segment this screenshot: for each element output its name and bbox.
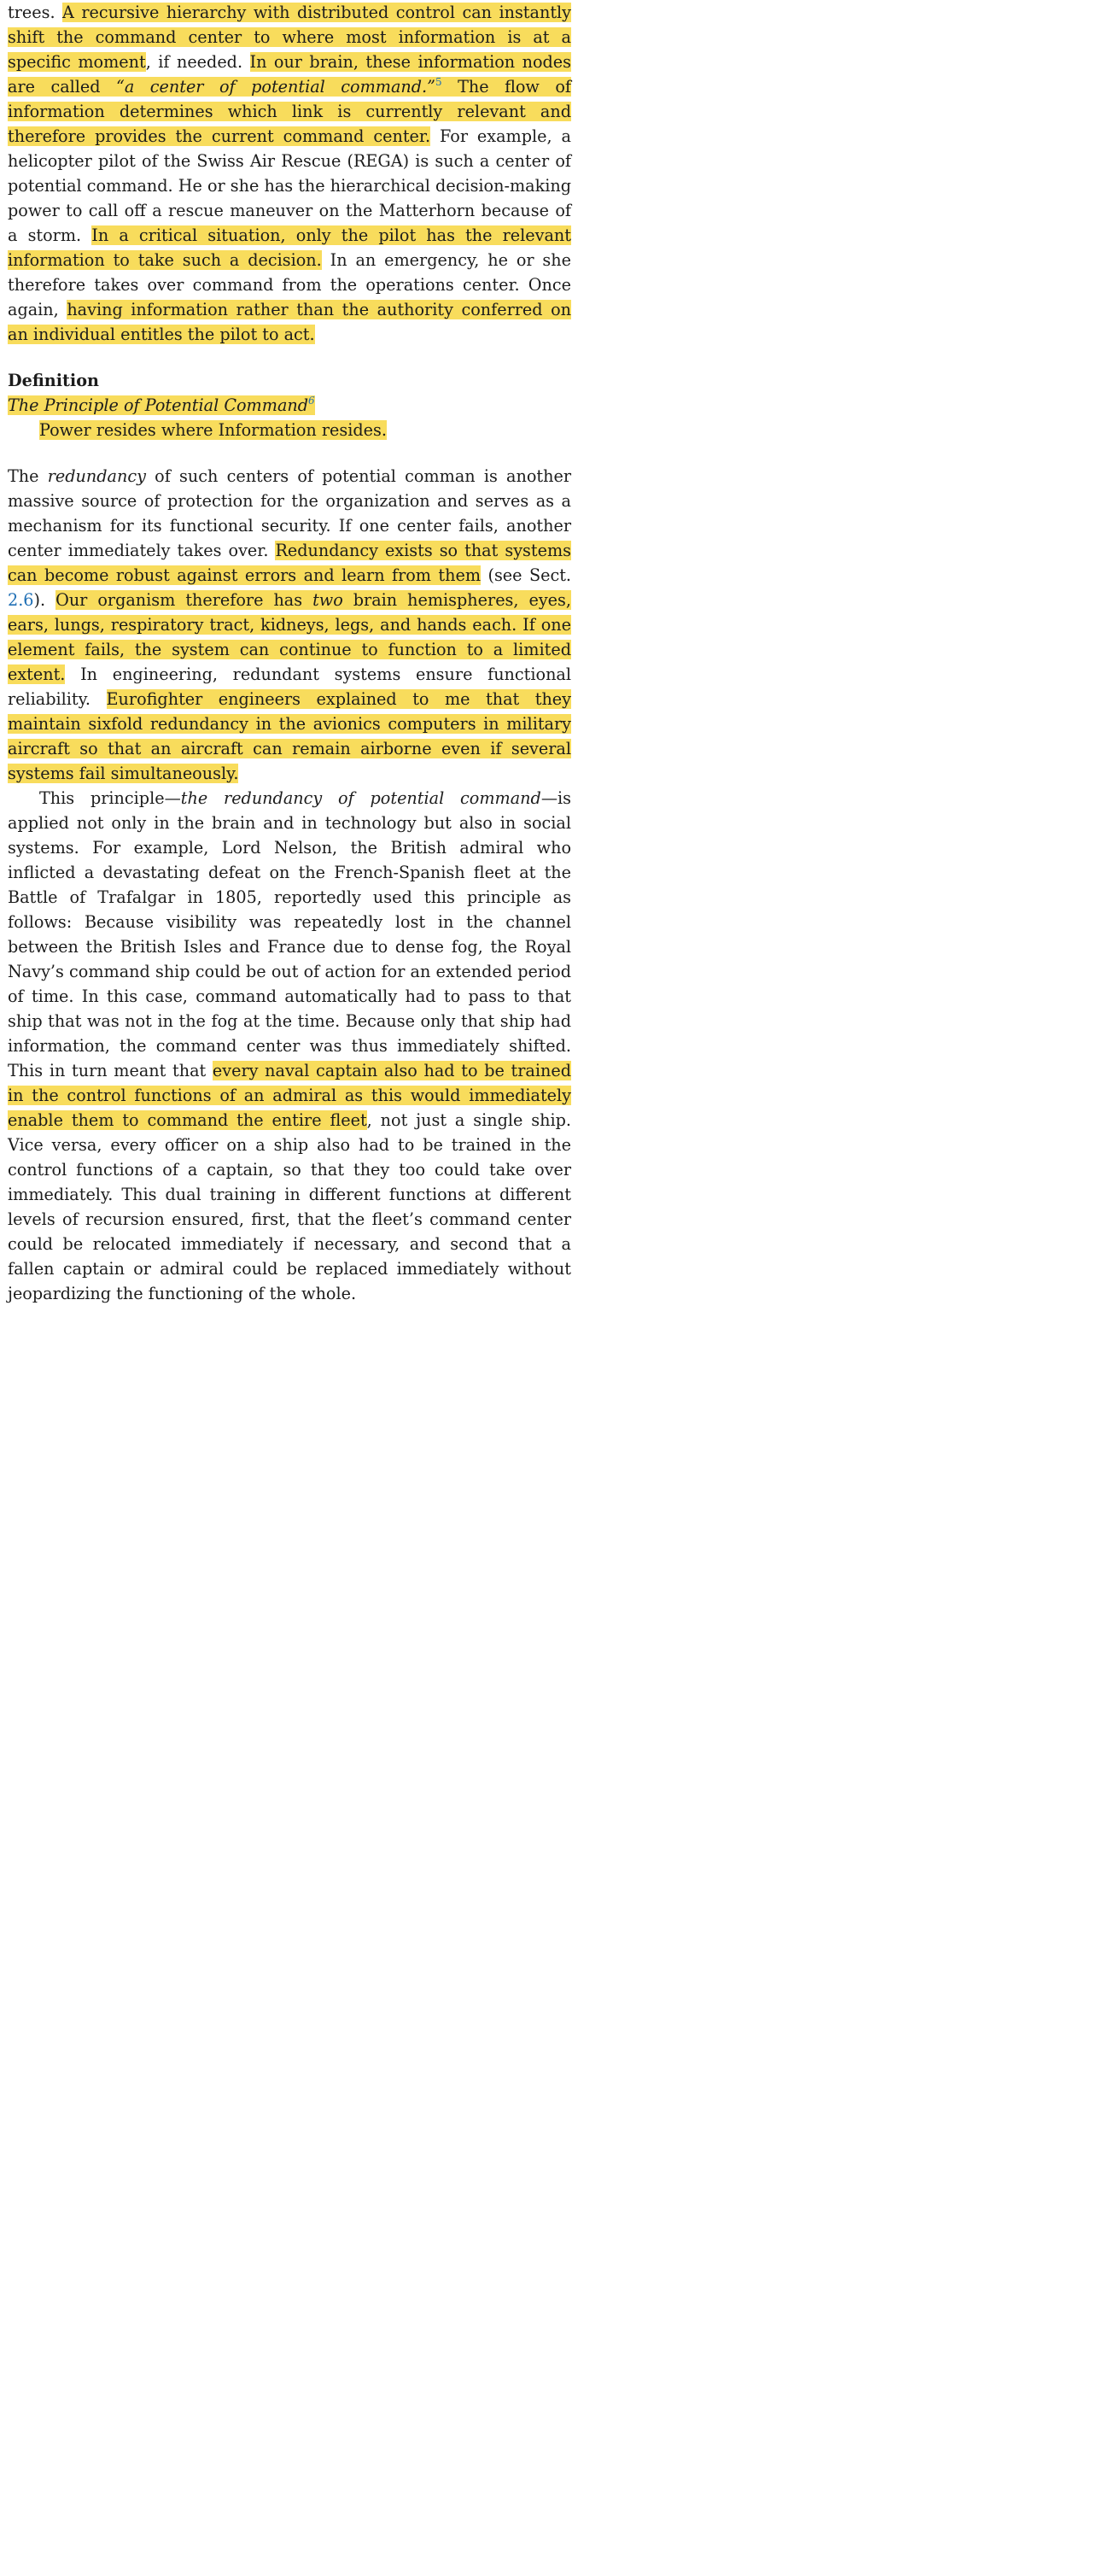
highlight[interactable]: The Principle of Potential Command$^6$: [8, 395, 315, 415]
highlight[interactable]: Our organism therefore has two brain hemispheres, eyes, ears, lungs, respiratory tract, kidneys, legs, and hands each. If one element fails, the system can continue to function to a limited extent.: [8, 590, 571, 684]
footnote-ref-6[interactable]: 6: [308, 395, 315, 407]
definition-body: [8, 418, 571, 442]
book-page: [0, 0, 579, 1338]
footnote-ref-5[interactable]: 5: [435, 76, 442, 88]
section-link[interactable]: 2.6: [8, 590, 34, 610]
highlight[interactable]: Power resides where Information resides.: [39, 420, 387, 440]
highlight[interactable]: Eurofighter engineers explained to me that they maintain sixfold redundancy in the avionics computers in military aircraft so that an aircraft can remain airborne even if several systems fail simultaneously.: [8, 689, 571, 783]
paragraph-command-center: trees. A recursive hierarchy with distributed control can instantly shift the command center to where most information is at a specific moment, if needed. In our brain, these information nodes are called “a center of potential command.”$^5$ The flow of information determines which link is currently relevant and therefore provides the current command center. For example, a helicopter pilot of the Swiss Air Rescue (REGA) is such a center of potential command. He or she has the hierarchical decision-making power to call off a rescue maneuver on the Matterhorn because of a storm. In a critical situation, only the pilot has the relevant information to take such a decision. In an emergency, he or she therefore takes over command from the operations center. Once again, having information rather than the authority conferred on an individual entitles the pilot to act.: [8, 3, 572, 344]
highlight[interactable]: every naval captain also had to be trained in the control functions of an admiral as this would immediately enable them to command the entire fleet: [8, 1061, 571, 1130]
highlight[interactable]: Redundancy exists so that systems can become robust against errors and learn from them: [8, 541, 571, 585]
definition-box: [8, 368, 571, 442]
highlight[interactable]: having information rather than the authority conferred on an individual entitles the pilot to act.: [8, 300, 572, 344]
highlight[interactable]: In our brain, these information nodes are called “a center of potential command.”$^5$ The flow of information determines which link is currently relevant and therefore provides the current command center.: [8, 52, 572, 146]
highlight[interactable]: In a critical situation, only the pilot has the relevant information to take such a decision.: [8, 225, 571, 270]
paragraph-redundancy: The redundancy of such centers of potential comman is another massive source of protection for the organization and serves as a mechanism for its functional security. If one center fails, another center immediately takes over. Redundancy exists so that systems can become robust against errors and learn from them (see Sect. 2.6). Our organism therefore has two brain hemispheres, eyes, ears, lungs, respiratory tract, kidneys, legs, and hands each. If one element fails, the system can continue to function to a limited extent. In engineering, redundant systems ensure functional reliability. Eurofighter engineers explained to me that they maintain sixfold redundancy in the avionics computers in military aircraft so that an aircraft can remain airborne even if several systems fail simultaneously.: [8, 466, 572, 783]
definition-title: [8, 393, 571, 418]
highlight[interactable]: A recursive hierarchy with distributed control can instantly shift the command center to where most information is at a specific moment: [8, 3, 571, 72]
definition-heading: Definition: [8, 371, 99, 390]
paragraph-nelson: This principle—the redundancy of potential command—is applied not only in the brain and in technology but also in social systems. For example, Lord Nelson, the British admiral who inflicted a devastating defeat on the French-Spanish fleet at the Battle of Trafalgar in 1805, reportedly used this principle as follows: Because visibility was repeatedly lost in the channel between the British Isles and France due to dense fog, the Royal Navy’s command ship could be out of action for an extended period of time. In this case, command automatically had to pass to that ship that was not in the fog at the time. Because only that ship had information, the command center was thus immediately shifted. This in turn meant that every naval captain also had to be trained in the control functions of an admiral as this would immediately enable them to command the entire fleet, not just a single ship. Vice versa, every officer on a ship also had to be trained in the control functions of a captain, so that they too could take over immediately. This dual training in different functions at different levels of recursion ensured, first, that the fleet’s command center could be relocated immediately if necessary, and second that a fallen captain or admiral could be replaced immediately without jeopardizing the functioning of the whole.: [8, 788, 571, 1303]
